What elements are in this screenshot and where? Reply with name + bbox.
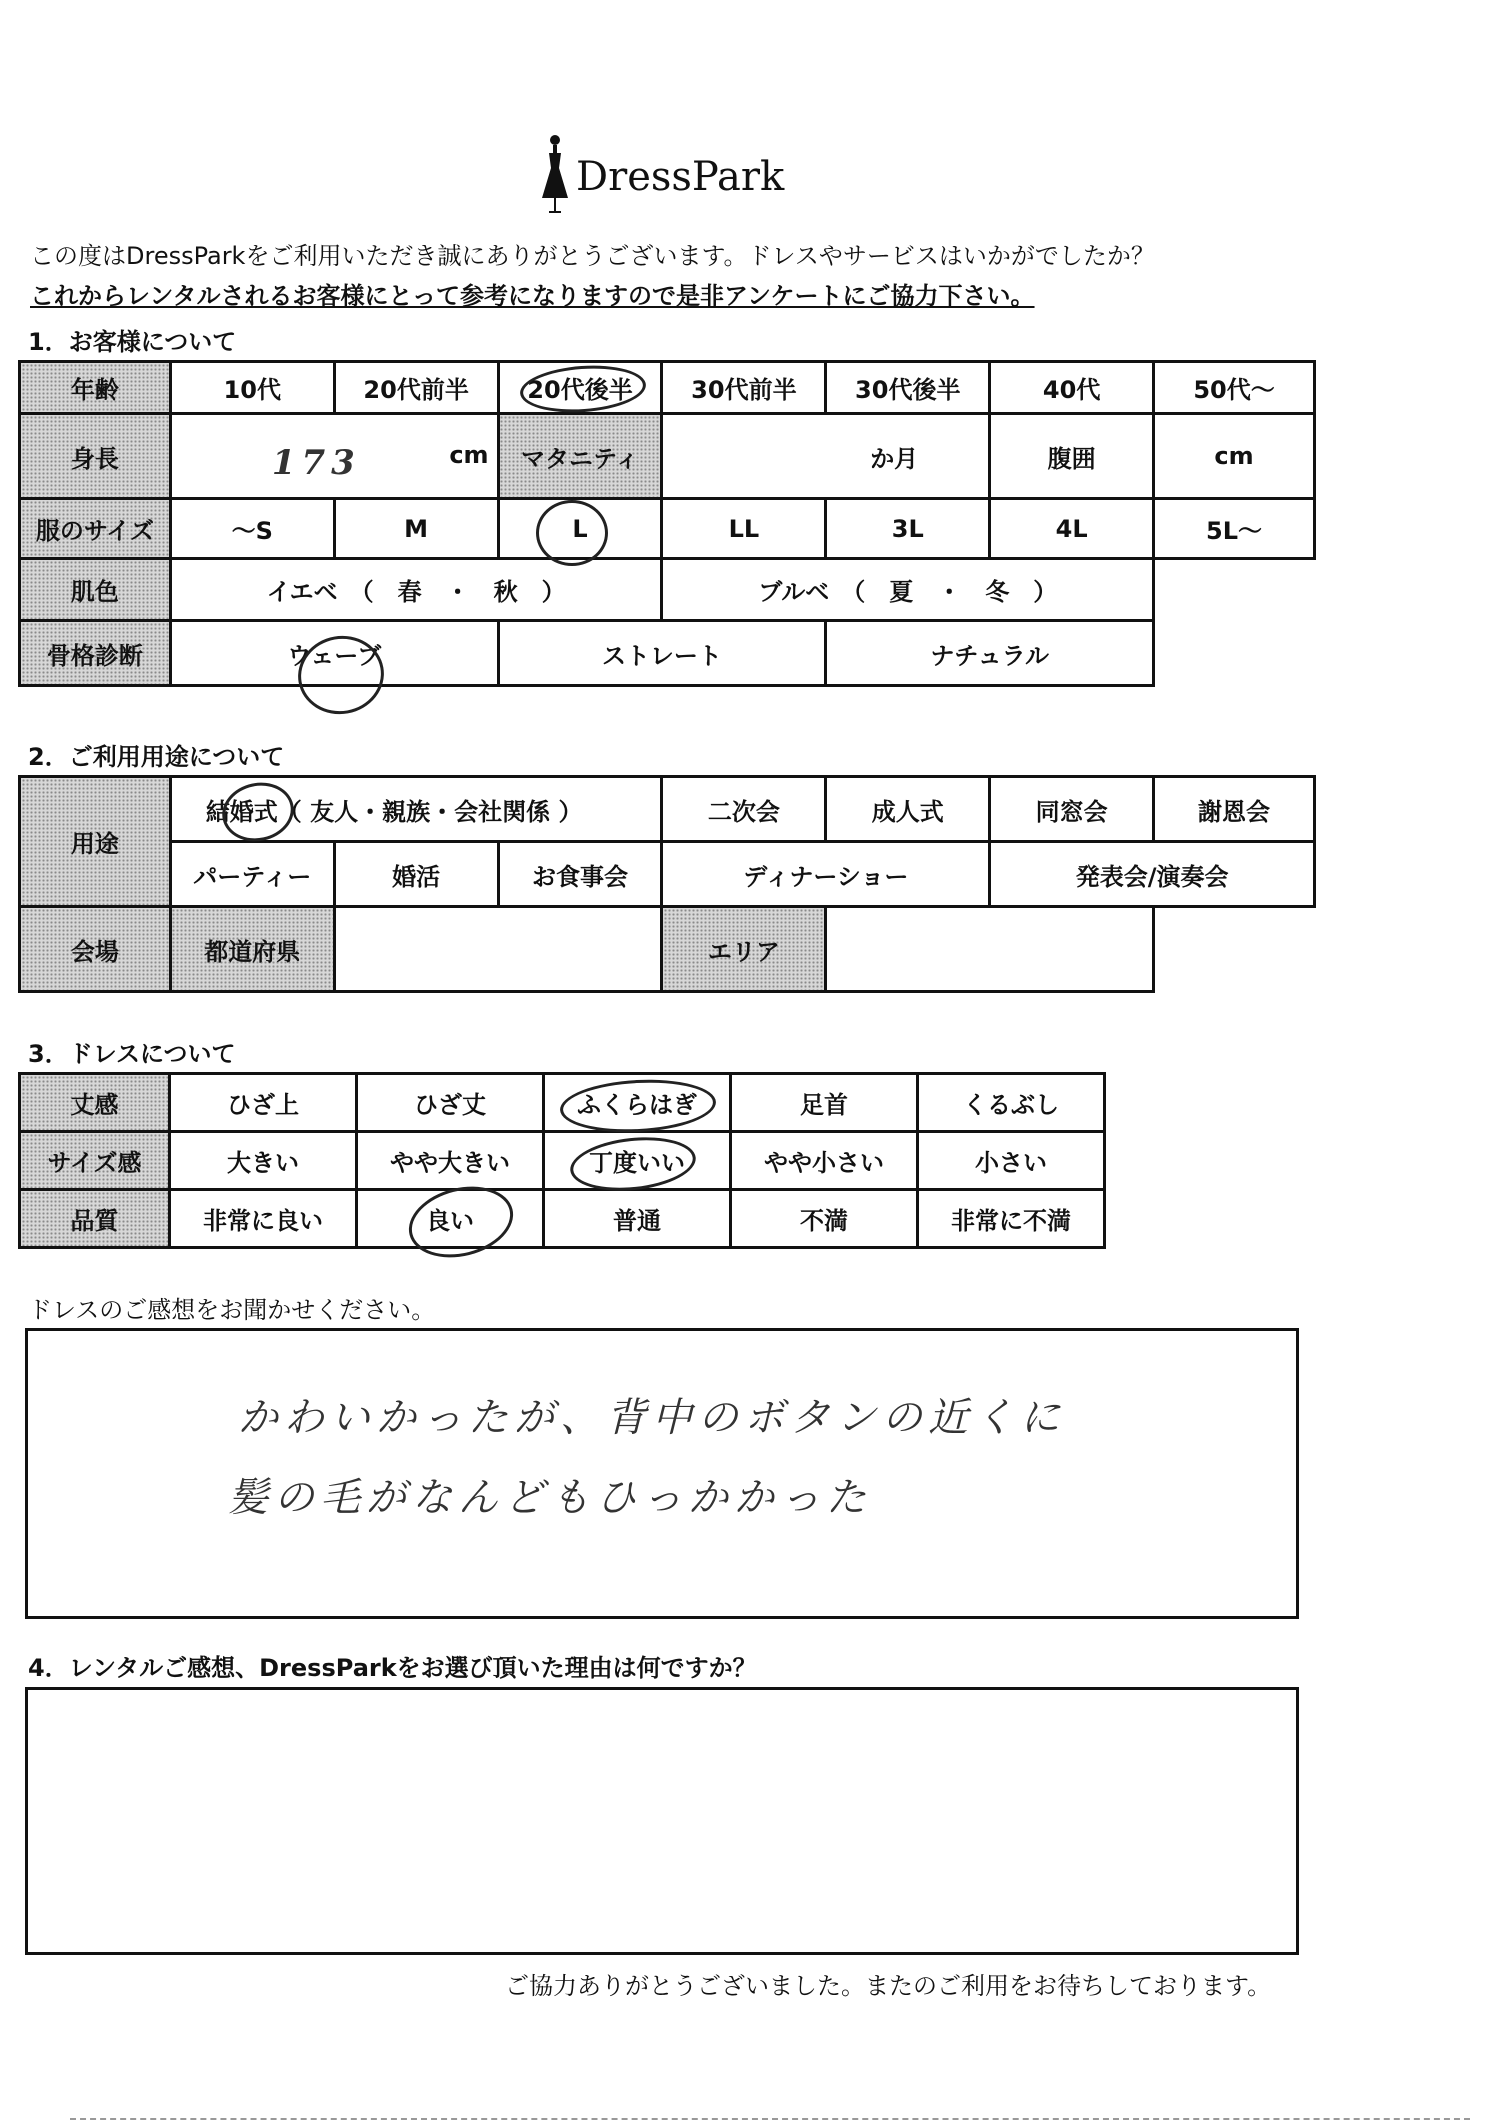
quality-option-selected[interactable]: 良い <box>357 1190 544 1248</box>
dress-rating-table <box>18 1072 1106 1249</box>
impressions-line-1: かわいかったが、背中のボタンの近くに <box>238 1395 1066 1441</box>
customer-info-table <box>18 360 1316 687</box>
frame-option[interactable]: ストレート <box>498 621 826 686</box>
section2-title: 2．ご利用用途について <box>28 743 285 771</box>
usage-party[interactable]: パーティー <box>170 842 334 907</box>
dress-silhouette-icon <box>540 132 570 218</box>
fit-option[interactable]: やや大きい <box>357 1132 544 1190</box>
usage-dinner-show[interactable]: ディナーショー <box>662 842 990 907</box>
reason-textbox[interactable] <box>25 1687 1299 1955</box>
venue-label: 会場 <box>20 907 171 992</box>
length-label: 丈感 <box>20 1074 170 1132</box>
quality-label: 品質 <box>20 1190 170 1248</box>
frame-row <box>20 621 1315 686</box>
quality-option[interactable]: 非常に不満 <box>918 1190 1105 1248</box>
blank-cell <box>1154 559 1315 621</box>
usage-coming-of-age[interactable]: 成人式 <box>826 777 990 842</box>
intro-thanks: この度はDressParkをご利用いただき誠にありがとうございます。ドレスやサービスはいかがでしたか？ <box>30 242 1155 270</box>
age-option[interactable]: 10代 <box>170 362 334 414</box>
usage-dinner[interactable]: お食事会 <box>498 842 662 907</box>
size-option[interactable]: 5L～ <box>1154 499 1315 559</box>
size-option[interactable]: 3L <box>826 499 990 559</box>
impressions-prompt: ドレスのご感想をお聞かせください。 <box>28 1296 436 1324</box>
frame-option[interactable]: ナチュラル <box>826 621 1154 686</box>
size-option[interactable]: M <box>334 499 498 559</box>
length-option[interactable]: 足首 <box>731 1074 918 1132</box>
closing-message: ご協力ありがとうございました。またのご利用をお待ちしております。 <box>505 1972 1272 2000</box>
section4-title: 4．レンタルご感想、DressParkをお選び頂いた理由は何ですか？ <box>28 1654 757 1682</box>
frame-label: 骨格診断 <box>20 621 171 686</box>
age-option[interactable]: 40代 <box>990 362 1154 414</box>
intro-request: これからレンタルされるお客様にとって参考になりますので是非アンケートにご協力下さい。 <box>30 282 1035 310</box>
usage-recital[interactable]: 発表会/演奏会 <box>990 842 1315 907</box>
skin-blue-option[interactable]: ブルベ （ 夏 ・ 冬 ） <box>662 559 1154 621</box>
maternity-months[interactable]: か月 <box>662 414 990 499</box>
fit-option[interactable]: やや小さい <box>731 1132 918 1190</box>
page-divider <box>70 2118 1470 2120</box>
fit-option-selected[interactable]: 丁度いい <box>544 1132 731 1190</box>
usage-reunion[interactable]: 同窓会 <box>990 777 1154 842</box>
size-option[interactable]: LL <box>662 499 826 559</box>
venue-row <box>20 907 1315 992</box>
blank-cell <box>1154 621 1315 686</box>
usage-thank-you-party[interactable]: 謝恩会 <box>1154 777 1315 842</box>
height-unit: cm <box>449 441 489 469</box>
area-field[interactable] <box>826 907 1154 992</box>
age-row <box>20 362 1315 414</box>
usage-row-2 <box>20 842 1315 907</box>
section1-title: 1．お客様について <box>28 328 237 356</box>
length-option[interactable]: ひざ丈 <box>357 1074 544 1132</box>
fit-label: サイズ感 <box>20 1132 170 1190</box>
quality-option[interactable]: 非常に良い <box>170 1190 357 1248</box>
age-label: 年齢 <box>20 362 171 414</box>
size-selection-circle <box>536 500 608 566</box>
maternity-label: マタニティ <box>498 414 662 499</box>
size-option-selected[interactable]: L <box>498 499 662 559</box>
usage-row-1 <box>20 777 1315 842</box>
area-label: エリア <box>662 907 826 992</box>
age-option[interactable]: 30代前半 <box>662 362 826 414</box>
frame-option-selected[interactable]: ウェーブ <box>170 621 498 686</box>
waist-label: 腹囲 <box>990 414 1154 499</box>
age-option-selected[interactable]: 20代後半 <box>498 362 662 414</box>
size-row <box>20 499 1315 559</box>
size-label: 服のサイズ <box>20 499 171 559</box>
age-option[interactable]: 30代後半 <box>826 362 990 414</box>
waist-unit[interactable]: cm <box>1154 414 1315 499</box>
skin-yellow-option[interactable]: イエベ （ 春 ・ 秋 ） <box>170 559 662 621</box>
skin-label: 肌色 <box>20 559 171 621</box>
usage-table <box>18 775 1316 993</box>
section3-title: 3．ドレスについて <box>28 1040 236 1068</box>
length-option[interactable]: くるぶし <box>918 1074 1105 1132</box>
size-option[interactable]: 4L <box>990 499 1154 559</box>
brand-name: DressPark <box>576 154 785 200</box>
blank-cell <box>1154 907 1315 992</box>
skin-row <box>20 559 1315 621</box>
length-option-selected[interactable]: ふくらはぎ <box>544 1074 731 1132</box>
fit-row <box>20 1132 1105 1190</box>
prefecture-label: 都道府県 <box>170 907 334 992</box>
age-option[interactable]: 50代～ <box>1154 362 1315 414</box>
dresspark-logo <box>540 128 784 218</box>
usage-matchmaking[interactable]: 婚活 <box>334 842 498 907</box>
fit-option[interactable]: 小さい <box>918 1132 1105 1190</box>
height-label: 身長 <box>20 414 171 499</box>
quality-row <box>20 1190 1105 1248</box>
usage-afterparty[interactable]: 二次会 <box>662 777 826 842</box>
prefecture-field[interactable] <box>334 907 662 992</box>
impressions-textbox[interactable] <box>25 1328 1299 1619</box>
purpose-label: 用途 <box>20 777 171 907</box>
quality-option[interactable]: 不満 <box>731 1190 918 1248</box>
length-option[interactable]: ひざ上 <box>170 1074 357 1132</box>
age-option[interactable]: 20代前半 <box>334 362 498 414</box>
height-row <box>20 414 1315 499</box>
size-option[interactable]: ～S <box>170 499 334 559</box>
impressions-line-2: 髪の毛がなんどもひっかかった <box>228 1475 872 1521</box>
quality-option[interactable]: 普通 <box>544 1190 731 1248</box>
height-value: 173 <box>271 443 361 483</box>
fit-option[interactable]: 大きい <box>170 1132 357 1190</box>
height-field[interactable] <box>170 414 498 499</box>
usage-wedding[interactable]: 結婚式（ 友人・親族・会社関係 ） <box>170 777 662 842</box>
